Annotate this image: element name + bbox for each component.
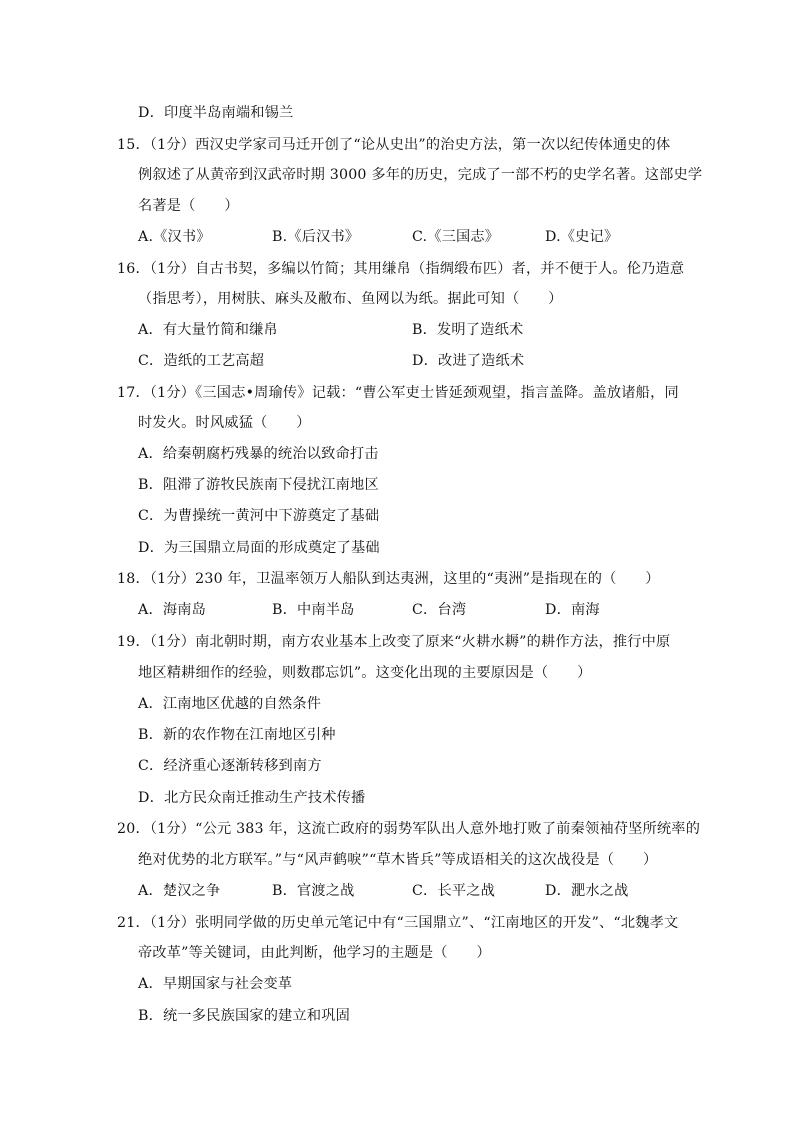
q15-stem-line-1: 15．（1分）西汉史学家司马迁开创了“论从史出”的治史方法，第一次以纪传体通史的体 [117,137,671,153]
q20-option-b: B．官渡之战 [272,883,355,899]
q17-stem-line-2: 时发火。时风威猛（ ） [138,415,311,431]
q15-option-b: B.《后汉书》 [272,229,360,245]
q16-option-b: B．发明了造纸术 [412,322,524,338]
q18-stem-line-1: 18．（1分）230 年，卫温率领万人船队到达夷洲，这里的“夷洲”是指现在的（ ） [117,571,660,587]
q16-stem-line-1: 16．（1分）自古书契，多编以竹简；其用缣帛（指绸缎布匹）者，并不便于人。伦乃造意 [117,261,685,277]
q20-option-d: D．淝水之战 [545,883,629,899]
q21-option-b: B．统一多民族国家的建立和巩固 [138,1008,351,1024]
q18-option-d: D．南海 [545,602,600,618]
q15-option-c: C.《三国志》 [412,229,500,245]
q21-option-a: A．早期国家与社会变革 [138,976,293,992]
q17-option-c: C．为曹操统一黄河中下游奠定了基础 [138,508,380,524]
q19-option-c: C．经济重心逐渐转移到南方 [138,758,322,774]
q19-option-a: A．江南地区优越的自然条件 [138,696,322,712]
q16-option-a: A．有大量竹简和缣帛 [138,322,278,338]
q19-option-d: D．北方民众南迁推动生产技术传播 [138,790,366,806]
q17-option-d: D．为三国鼎立局面的形成奠定了基础 [138,540,380,556]
q19-option-b: B．新的农作物在江南地区引种 [138,727,336,743]
q14-option-d: D．印度半岛南端和锡兰 [138,105,294,121]
q18-option-a: A．海南岛 [138,602,206,618]
q18-option-b: B．中南半岛 [272,602,355,618]
q20-option-a: A．楚汉之争 [138,883,221,899]
q15-option-a: A.《汉书》 [138,229,211,245]
q17-stem-line-1: 17．（1分）《三国志•周瑜传》记载：“曹公军吏士皆延颈观望，指言盖降。盖放诸船，同 [117,385,679,401]
q19-stem-line-2: 地区精耕细作的经验，则数郡忘饥”。这变化出现的主要原因是（ ） [138,665,592,681]
q20-stem-line-1: 20．（1分）“公元 383 年，这流亡政府的弱势军队出人意外地打败了前秦领袖苻坚所统率的 [117,821,701,837]
q16-option-d: D．改进了造纸术 [412,353,525,369]
q15-stem-line-2: 例叙述了从黄帝到汉武帝时期 3000 多年的历史，完成了一部不朽的史学名著。这部史学 [138,167,703,183]
q21-stem-line-2: 帝改革”等关键词，由此判断，他学习的主题是（ ） [138,945,491,961]
q20-option-c: C．长平之战 [412,883,495,899]
q21-stem-line-1: 21．（1分）张明同学做的历史单元笔记中有“三国鼎立”、“江南地区的开发”、“北魏孝文 [117,915,679,931]
q17-option-a: A．给秦朝腐朽残暴的统治以致命打击 [138,446,379,462]
q19-stem-line-1: 19．（1分）南北朝时期，南方农业基本上改变了原来“火耕水耨”的耕作方法，推行中原 [117,634,671,650]
q20-stem-line-2: 绝对优势的北方联军。”与“风声鹤唳”“草木皆兵”等成语相关的这次战役是（ ） [138,852,658,868]
q18-option-c: C．台湾 [412,602,467,618]
q17-option-b: B．阻滞了游牧民族南下侵扰江南地区 [138,477,379,493]
q15-option-d: D.《史记》 [545,229,619,245]
q15-stem-line-3: 名著是（ ） [138,198,239,214]
q16-option-c: C．造纸的工艺高超 [138,353,265,369]
q16-stem-line-2: （指思考），用树肤、麻头及敝布、鱼网以为纸。据此可知（ ） [138,291,563,307]
